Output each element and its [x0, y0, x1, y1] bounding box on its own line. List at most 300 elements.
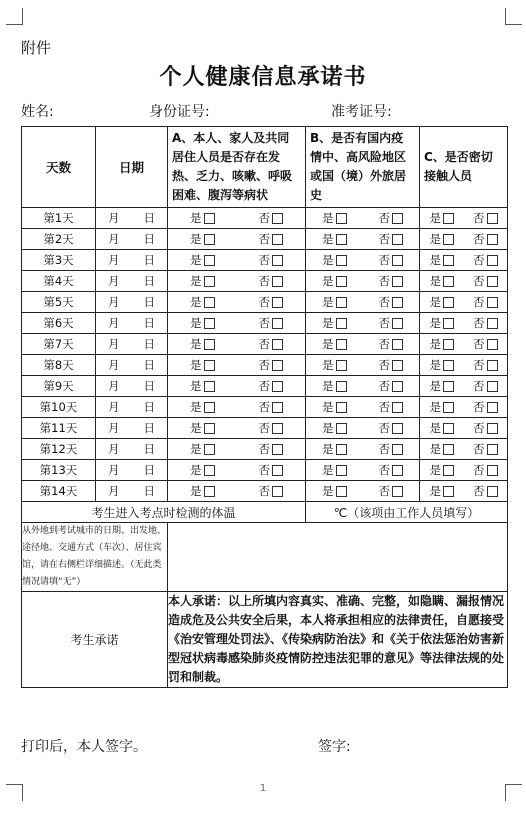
- no-label: 否: [473, 442, 485, 456]
- temperature-note[interactable]: ℃（该项由工作人员填写）: [306, 502, 508, 523]
- no-option: [473, 462, 498, 478]
- no-checkbox[interactable]: [392, 339, 403, 350]
- month-label: 月: [108, 421, 120, 435]
- yes-no-group: [420, 462, 507, 478]
- date-cell[interactable]: [96, 376, 168, 397]
- yes-no-group: [306, 231, 419, 247]
- date-parts: [96, 294, 167, 310]
- no-label: 否: [473, 463, 485, 477]
- date-cell[interactable]: [96, 397, 168, 418]
- no-label: 否: [473, 358, 485, 372]
- yes-option: [322, 336, 347, 352]
- header-question-b: B、是否有国内疫情中、高风险地区或国（境）外旅居史: [306, 127, 420, 208]
- yes-checkbox[interactable]: [443, 486, 454, 497]
- yes-label: 是: [190, 463, 202, 477]
- no-checkbox[interactable]: [272, 444, 283, 455]
- yes-no-group: [420, 231, 507, 247]
- answer-cell-b: [306, 355, 420, 376]
- answer-cell-b: [306, 250, 420, 271]
- answer-cell-c: [420, 208, 508, 229]
- pledge-label: 考生承诺: [22, 592, 168, 688]
- yes-checkbox[interactable]: [336, 255, 347, 266]
- no-option: [473, 420, 498, 436]
- no-option: [473, 336, 498, 352]
- no-checkbox[interactable]: [272, 339, 283, 350]
- no-label: 否: [258, 316, 270, 330]
- yes-checkbox[interactable]: [204, 234, 215, 245]
- yes-label: 是: [190, 211, 202, 225]
- yes-checkbox[interactable]: [443, 444, 454, 455]
- no-label: 否: [473, 484, 485, 498]
- yes-checkbox[interactable]: [336, 234, 347, 245]
- yes-no-group: [168, 294, 305, 310]
- no-option: [259, 483, 284, 499]
- day-label: 日: [143, 421, 155, 435]
- yes-checkbox[interactable]: [443, 255, 454, 266]
- no-label: 否: [473, 274, 485, 288]
- id-number-field-label: 身份证号:: [149, 104, 210, 120]
- no-checkbox[interactable]: [392, 213, 403, 224]
- month-label: 月: [108, 442, 120, 456]
- yes-no-group: [420, 252, 507, 268]
- answer-cell-a: [168, 334, 306, 355]
- yes-label: 是: [322, 232, 334, 246]
- yes-label: 是: [429, 421, 441, 435]
- no-option: [259, 378, 284, 394]
- no-option: [379, 231, 404, 247]
- yes-option: [190, 399, 215, 415]
- yes-label: 是: [190, 295, 202, 309]
- no-option: [379, 399, 404, 415]
- no-option: [473, 483, 498, 499]
- yes-label: 是: [429, 463, 441, 477]
- no-label: 否: [473, 379, 485, 393]
- no-checkbox[interactable]: [272, 360, 283, 371]
- pledge-row: [22, 592, 508, 688]
- yes-checkbox[interactable]: [443, 318, 454, 329]
- yes-label: 是: [322, 358, 334, 372]
- travel-details-field[interactable]: [168, 523, 508, 592]
- answer-cell-b: [306, 208, 420, 229]
- date-cell[interactable]: [96, 250, 168, 271]
- no-checkbox[interactable]: [487, 213, 498, 224]
- answer-cell-a: [168, 208, 306, 229]
- no-label: 否: [258, 232, 270, 246]
- date-cell[interactable]: [96, 481, 168, 502]
- date-parts: [96, 336, 167, 352]
- yes-option: [322, 441, 347, 457]
- no-checkbox[interactable]: [272, 255, 283, 266]
- yes-checkbox[interactable]: [204, 402, 215, 413]
- yes-label: 是: [190, 274, 202, 288]
- no-option: [473, 210, 498, 226]
- yes-no-group: [420, 420, 507, 436]
- no-label: 否: [473, 400, 485, 414]
- yes-label: 是: [322, 484, 334, 498]
- month-label: 月: [108, 484, 120, 498]
- yes-checkbox[interactable]: [204, 486, 215, 497]
- yes-label: 是: [429, 295, 441, 309]
- yes-option: [322, 420, 347, 436]
- yes-checkbox[interactable]: [204, 465, 215, 476]
- yes-checkbox[interactable]: [443, 360, 454, 371]
- no-label: 否: [473, 253, 485, 267]
- yes-checkbox[interactable]: [204, 255, 215, 266]
- date-cell[interactable]: [96, 418, 168, 439]
- no-label: 否: [378, 358, 390, 372]
- yes-option: [190, 462, 215, 478]
- no-checkbox[interactable]: [272, 465, 283, 476]
- no-option: [259, 336, 284, 352]
- yes-checkbox[interactable]: [443, 339, 454, 350]
- date-parts: [96, 483, 167, 499]
- no-checkbox[interactable]: [487, 444, 498, 455]
- yes-checkbox[interactable]: [336, 318, 347, 329]
- yes-label: 是: [429, 442, 441, 456]
- yes-checkbox[interactable]: [443, 381, 454, 392]
- yes-checkbox[interactable]: [443, 276, 454, 287]
- yes-checkbox[interactable]: [336, 381, 347, 392]
- month-label: 月: [108, 211, 120, 225]
- month-label: 月: [108, 274, 120, 288]
- attachment-label: 附件: [21, 39, 52, 57]
- answer-cell-a: [168, 418, 306, 439]
- no-checkbox[interactable]: [487, 255, 498, 266]
- yes-checkbox[interactable]: [336, 444, 347, 455]
- yes-checkbox[interactable]: [336, 339, 347, 350]
- date-parts: [96, 357, 167, 373]
- yes-no-group: [420, 357, 507, 373]
- answer-cell-a: [168, 460, 306, 481]
- yes-label: 是: [429, 232, 441, 246]
- yes-option: [322, 252, 347, 268]
- yes-checkbox[interactable]: [443, 423, 454, 434]
- day-label: 日: [143, 253, 155, 267]
- day-label: 日: [143, 316, 155, 330]
- month-label: 月: [108, 253, 120, 267]
- no-option: [379, 336, 404, 352]
- no-checkbox[interactable]: [272, 402, 283, 413]
- table-row: [22, 481, 508, 502]
- date-parts: [96, 420, 167, 436]
- no-label: 否: [473, 295, 485, 309]
- yes-no-group: [420, 336, 507, 352]
- date-cell[interactable]: [96, 292, 168, 313]
- header-question-c: C、是否密切接触人员: [420, 127, 508, 208]
- yes-option: [190, 420, 215, 436]
- no-checkbox[interactable]: [487, 486, 498, 497]
- no-checkbox[interactable]: [272, 423, 283, 434]
- temperature-row: [22, 502, 508, 523]
- answer-cell-c: [420, 229, 508, 250]
- day-cell: 第4天: [22, 271, 96, 292]
- pledge-text: 本人承诺：以上所填内容真实、准确、完整，如隐瞒、漏报情况造成危及公共安全后果，本人将承担相应的法律责任，自愿接受《治安管理处罚法》、《传染病防治法》和《关于依法惩治妨害新型冠状病毒感染肺炎疫情防控违法犯罪的意见》等法律法规的处罚和制裁。: [168, 592, 508, 688]
- no-label: 否: [258, 379, 270, 393]
- document-title: 个人健康信息承诺书: [159, 65, 367, 90]
- answer-cell-c: [420, 355, 508, 376]
- no-checkbox[interactable]: [272, 318, 283, 329]
- yes-label: 是: [190, 253, 202, 267]
- no-checkbox[interactable]: [487, 465, 498, 476]
- no-option: [473, 315, 498, 331]
- footer-print-note: 打印后，本人签字。: [21, 739, 147, 755]
- day-cell: 第7天: [22, 334, 96, 355]
- yes-option: [430, 441, 455, 457]
- no-checkbox[interactable]: [392, 318, 403, 329]
- no-option: [379, 357, 404, 373]
- yes-checkbox[interactable]: [336, 213, 347, 224]
- yes-option: [322, 231, 347, 247]
- yes-option: [430, 336, 455, 352]
- answer-cell-a: [168, 250, 306, 271]
- no-checkbox[interactable]: [392, 234, 403, 245]
- yes-checkbox[interactable]: [204, 297, 215, 308]
- no-label: 否: [473, 337, 485, 351]
- yes-label: 是: [190, 358, 202, 372]
- yes-option: [322, 315, 347, 331]
- yes-option: [430, 210, 455, 226]
- yes-option: [322, 399, 347, 415]
- yes-option: [322, 378, 347, 394]
- yes-option: [430, 399, 455, 415]
- yes-checkbox[interactable]: [204, 381, 215, 392]
- no-checkbox[interactable]: [392, 465, 403, 476]
- month-label: 月: [108, 379, 120, 393]
- day-cell: 第12天: [22, 439, 96, 460]
- yes-checkbox[interactable]: [204, 213, 215, 224]
- yes-label: 是: [322, 211, 334, 225]
- yes-no-group: [306, 441, 419, 457]
- no-checkbox[interactable]: [272, 486, 283, 497]
- no-checkbox[interactable]: [392, 381, 403, 392]
- yes-no-group: [420, 441, 507, 457]
- yes-option: [322, 483, 347, 499]
- exam-number-field-label: 准考证号:: [331, 104, 392, 120]
- yes-checkbox[interactable]: [336, 276, 347, 287]
- no-option: [259, 273, 284, 289]
- yes-option: [322, 273, 347, 289]
- yes-option: [430, 294, 455, 310]
- no-option: [379, 315, 404, 331]
- yes-label: 是: [429, 484, 441, 498]
- no-checkbox[interactable]: [392, 276, 403, 287]
- yes-checkbox[interactable]: [204, 360, 215, 371]
- yes-no-group: [168, 231, 305, 247]
- yes-no-group: [168, 336, 305, 352]
- answer-cell-a: [168, 439, 306, 460]
- no-option: [473, 231, 498, 247]
- yes-checkbox[interactable]: [443, 234, 454, 245]
- answer-cell-b: [306, 334, 420, 355]
- no-checkbox[interactable]: [392, 360, 403, 371]
- yes-no-group: [420, 315, 507, 331]
- no-checkbox[interactable]: [272, 381, 283, 392]
- yes-checkbox[interactable]: [443, 297, 454, 308]
- no-checkbox[interactable]: [487, 234, 498, 245]
- no-option: [473, 378, 498, 394]
- no-checkbox[interactable]: [272, 297, 283, 308]
- yes-checkbox[interactable]: [336, 402, 347, 413]
- yes-option: [322, 294, 347, 310]
- no-option: [473, 441, 498, 457]
- crop-mark-top-left: [6, 8, 23, 25]
- date-cell[interactable]: [96, 460, 168, 481]
- yes-checkbox[interactable]: [336, 465, 347, 476]
- day-label: 日: [143, 400, 155, 414]
- yes-label: 是: [322, 421, 334, 435]
- no-label: 否: [258, 442, 270, 456]
- answer-cell-c: [420, 334, 508, 355]
- month-label: 月: [108, 337, 120, 351]
- yes-label: 是: [322, 442, 334, 456]
- date-cell[interactable]: [96, 229, 168, 250]
- table-row: [22, 376, 508, 397]
- no-label: 否: [258, 295, 270, 309]
- table-row: [22, 250, 508, 271]
- yes-option: [430, 420, 455, 436]
- no-checkbox[interactable]: [272, 234, 283, 245]
- no-label: 否: [258, 358, 270, 372]
- answer-cell-c: [420, 460, 508, 481]
- yes-no-group: [306, 294, 419, 310]
- answer-cell-b: [306, 229, 420, 250]
- yes-checkbox[interactable]: [336, 423, 347, 434]
- date-parts: [96, 462, 167, 478]
- no-checkbox[interactable]: [487, 276, 498, 287]
- yes-option: [190, 210, 215, 226]
- no-checkbox[interactable]: [272, 213, 283, 224]
- yes-no-group: [306, 210, 419, 226]
- page-number: 1: [259, 783, 267, 794]
- yes-checkbox[interactable]: [336, 297, 347, 308]
- no-label: 否: [378, 463, 390, 477]
- no-checkbox[interactable]: [392, 402, 403, 413]
- date-cell[interactable]: [96, 439, 168, 460]
- yes-option: [322, 357, 347, 373]
- no-checkbox[interactable]: [392, 255, 403, 266]
- yes-option: [430, 378, 455, 394]
- yes-checkbox[interactable]: [204, 318, 215, 329]
- no-label: 否: [378, 211, 390, 225]
- yes-checkbox[interactable]: [336, 360, 347, 371]
- no-option: [379, 420, 404, 436]
- answer-cell-c: [420, 418, 508, 439]
- no-checkbox[interactable]: [487, 360, 498, 371]
- no-label: 否: [378, 484, 390, 498]
- yes-no-group: [306, 483, 419, 499]
- crop-mark-top-right: [505, 8, 522, 25]
- table-header-row: [22, 127, 508, 208]
- health-declaration-table: [21, 126, 508, 688]
- yes-label: 是: [322, 463, 334, 477]
- no-checkbox[interactable]: [392, 297, 403, 308]
- no-checkbox[interactable]: [487, 318, 498, 329]
- yes-label: 是: [322, 295, 334, 309]
- table-row: [22, 355, 508, 376]
- no-option: [259, 210, 284, 226]
- no-checkbox[interactable]: [487, 339, 498, 350]
- day-cell: 第5天: [22, 292, 96, 313]
- day-cell: 第3天: [22, 250, 96, 271]
- month-label: 月: [108, 295, 120, 309]
- answer-cell-a: [168, 313, 306, 334]
- table-row: [22, 397, 508, 418]
- no-label: 否: [378, 295, 390, 309]
- no-checkbox[interactable]: [487, 381, 498, 392]
- yes-no-group: [168, 210, 305, 226]
- yes-no-group: [168, 315, 305, 331]
- date-cell[interactable]: [96, 271, 168, 292]
- day-cell: 第2天: [22, 229, 96, 250]
- yes-checkbox[interactable]: [204, 423, 215, 434]
- yes-checkbox[interactable]: [443, 213, 454, 224]
- date-cell[interactable]: [96, 313, 168, 334]
- yes-checkbox[interactable]: [443, 465, 454, 476]
- yes-checkbox[interactable]: [204, 339, 215, 350]
- date-parts: [96, 399, 167, 415]
- yes-no-group: [306, 273, 419, 289]
- no-checkbox[interactable]: [487, 297, 498, 308]
- yes-option: [190, 315, 215, 331]
- yes-label: 是: [429, 274, 441, 288]
- answer-cell-c: [420, 271, 508, 292]
- yes-option: [190, 294, 215, 310]
- no-checkbox[interactable]: [487, 402, 498, 413]
- no-checkbox[interactable]: [272, 276, 283, 287]
- answer-cell-a: [168, 271, 306, 292]
- yes-no-group: [306, 462, 419, 478]
- no-label: 否: [258, 253, 270, 267]
- no-checkbox[interactable]: [392, 444, 403, 455]
- yes-no-group: [306, 315, 419, 331]
- yes-no-group: [168, 252, 305, 268]
- no-label: 否: [258, 400, 270, 414]
- no-option: [473, 357, 498, 373]
- temperature-label: 考生进入考点时检测的体温: [22, 502, 306, 523]
- answer-cell-a: [168, 481, 306, 502]
- no-checkbox[interactable]: [392, 423, 403, 434]
- answer-cell-b: [306, 439, 420, 460]
- day-cell: 第13天: [22, 460, 96, 481]
- no-label: 否: [378, 253, 390, 267]
- yes-label: 是: [322, 316, 334, 330]
- yes-no-group: [420, 483, 507, 499]
- answer-cell-c: [420, 376, 508, 397]
- table-row: [22, 292, 508, 313]
- no-checkbox[interactable]: [392, 486, 403, 497]
- yes-no-group: [420, 378, 507, 394]
- day-label: 日: [143, 211, 155, 225]
- yes-checkbox[interactable]: [204, 444, 215, 455]
- date-cell[interactable]: [96, 208, 168, 229]
- yes-label: 是: [429, 316, 441, 330]
- no-option: [259, 357, 284, 373]
- answer-cell-c: [420, 481, 508, 502]
- date-cell[interactable]: [96, 355, 168, 376]
- no-option: [379, 294, 404, 310]
- no-option: [259, 315, 284, 331]
- yes-label: 是: [190, 337, 202, 351]
- no-checkbox[interactable]: [487, 423, 498, 434]
- no-label: 否: [258, 274, 270, 288]
- no-option: [379, 441, 404, 457]
- yes-checkbox[interactable]: [443, 402, 454, 413]
- day-cell: 第8天: [22, 355, 96, 376]
- yes-checkbox[interactable]: [204, 276, 215, 287]
- yes-label: 是: [190, 484, 202, 498]
- yes-checkbox[interactable]: [336, 486, 347, 497]
- date-cell[interactable]: [96, 334, 168, 355]
